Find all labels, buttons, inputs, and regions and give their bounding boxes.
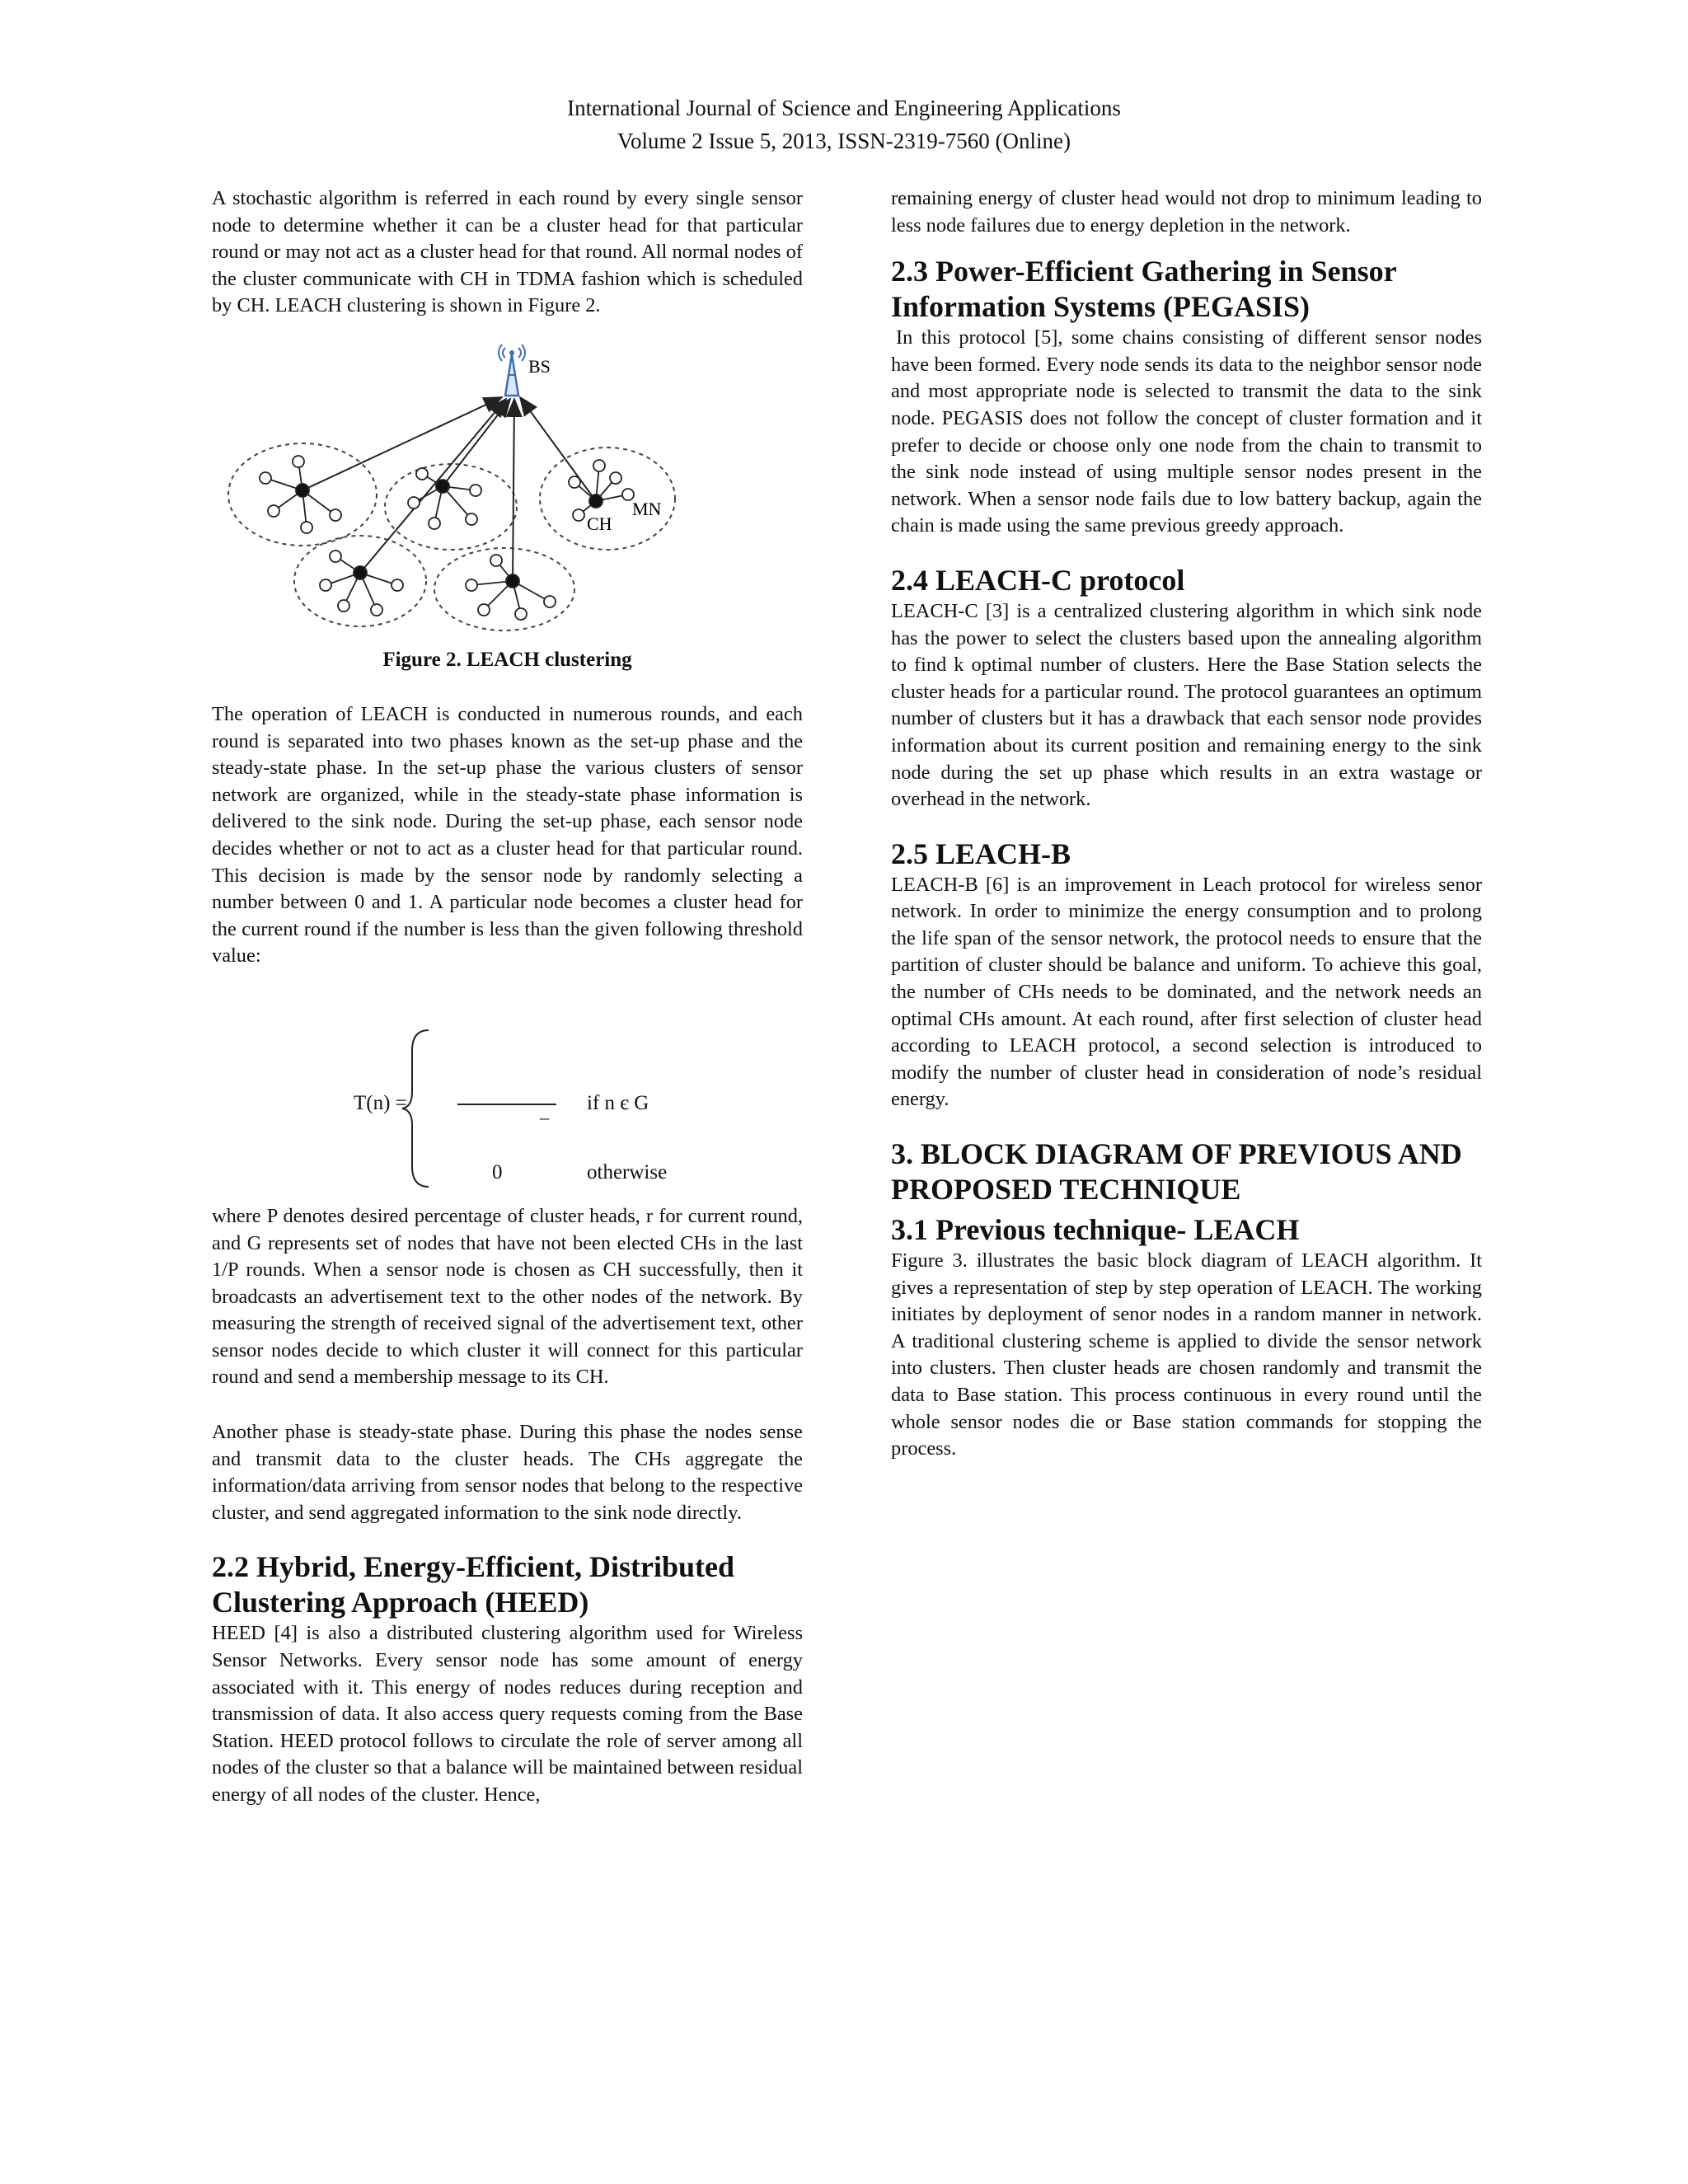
ch-to-bs-arrow [360, 399, 506, 573]
figure-leach-clustering [212, 338, 803, 673]
fraction-bar [457, 1104, 556, 1105]
cluster-2-nodes [408, 468, 481, 529]
ch-to-bs-arrow [520, 397, 596, 501]
heading-3-1: 3.1 Previous technique- LEACH [891, 1213, 1300, 1247]
heading-2-2: 2.2 Hybrid, Energy-Efficient, Distributed Clustering Approach (HEED) [212, 1550, 734, 1619]
equation-zero: 0 [492, 1160, 503, 1183]
threshold-equation [212, 1001, 803, 1195]
ch-to-bs-arrow [443, 399, 510, 486]
paragraph-remaining-energy: remaining energy of cluster head would not drop to minimum leading to less node failures due to energy depletion in the network. [891, 187, 1482, 237]
bs-label: BS [528, 355, 551, 377]
heading-2-5: 2.5 LEACH-B [891, 837, 1071, 870]
cluster-4 [294, 536, 426, 626]
paragraph-steady-state: Another phase is steady-state phase. During this phase the nodes sense and transmit data to the cluster heads. The CHs aggregate the information/data arriving from sensor nodes that belong to the respective cluster, and send aggregated information to the sink node directly. [212, 1421, 803, 1524]
cluster-3-nodes [569, 460, 634, 521]
paragraph-operation: The operation of LEACH is conducted in numerous rounds, and each round is separated into two phases known as the set-up phase and the steady-state phase. In the set-up phase the various clusters of sensor network are organized, while in the steady-state phase information is delivered to the sink node. During the set-up phase, each sensor node decides whether or not to act as a cluster head for that particular round. This decision is made by the sensor node by randomly selecting a number between 0 and 1. A particular node becomes a cluster head for the current round if the number is less than the given following threshold value: [212, 702, 803, 968]
ch-to-bs-arrow [513, 399, 514, 581]
paragraph-where: where P denotes desired percentage of cluster heads, r for current round, and G represents set of nodes that have not been elected CHs in the last 1/P rounds. When a sensor node is chosen as CH successfully, then it broadcasts an advertisement text to the other nodes of the network. By measuring the strength of received signal of the advertisement text, other sensor nodes decide to which cluster it will connect for this particular round and send a membership message to its CH. [212, 1204, 803, 1389]
paragraph-stochastic: A stochastic algorithm is referred in each round by every single sensor node to determine whether it can be a cluster head for that particular round or may not act as a cluster head for that round. All normal nodes of the cluster communicate with CH in TDMA fashion which is scheduled by CH. LEACH clustering is shown in Figure 2. [212, 187, 803, 317]
base-station-icon [499, 344, 525, 396]
paragraph-pegasis: In this protocol [5], some chains consisting of different sensor nodes have been formed. Every node sends its data to the neighbor sensor node and most appropriate node is selected to transmit the data to the sink node. PEGASIS does not follow the concept of cluster formation and it prefer to decide or choose only one node from the chain to transmit to the sink node instead of using multiple sensor nodes present in the network. When a sensor node fails due to low battery backup, again the chain is made using the same previous greedy approach. [891, 326, 1482, 537]
equation-cond2: otherwise [587, 1160, 668, 1183]
paragraph-leach-c: LEACH-C [3] is a centralized clustering algorithm in which sink node has the power to select the clusters based upon the annealing algorithm to find k optimal number of clusters. Here the Base Station selects the cluster heads for a particular round. The protocol guarantees an optimum number of clusters but it has a drawback that each sensor node provides information about its current position and remaining energy to the sink node during the set up phase which results in an extra wastage or overhead in the network. [891, 599, 1482, 811]
figure-2-caption: Figure 2. LEACH clustering [382, 648, 632, 671]
ch-to-bs-arrow [302, 397, 502, 490]
fraction-minus: – [540, 1106, 549, 1127]
mn-label: MN [632, 498, 662, 519]
cluster-5-nodes [466, 555, 556, 620]
right-column [891, 185, 1482, 1463]
heading-2-3: 2.3 Power-Efficient Gathering in Sensor Information Systems (PEGASIS) [891, 255, 1396, 324]
ch-label: CH [587, 513, 612, 534]
equation-brace [400, 1026, 441, 1191]
paragraph-leach-b: LEACH-B [6] is an improvement in Leach protocol for wireless senor network. In order to minimize the energy consumption and to prolong the life span of the sensor network, the protocol needs to ensure that the partition of cluster should be balance and uniform. To achieve this goal, the number of CHs needs to be dominated, and the network needs an optimal CHs amount. At each round, after first selection of cluster head according to LEACH protocol, a second selection is introduced to modify the number of cluster head in consideration of node’s residual energy. [891, 873, 1482, 1111]
cluster-4-nodes [320, 551, 403, 616]
heading-3: 3. BLOCK DIAGRAM OF PREVIOUS AND PROPOSED TECHNIQUE [891, 1137, 1462, 1207]
paragraph-heed: HEED [4] is also a distributed clustering algorithm used for Wireless Sensor Networks. Every sensor node has some amount of energy associated with it. This energy of nodes reduces during reception and transmission of data. It also access query requests coming from the Base Station. HEED protocol follows to circulate the role of server among all nodes of the cluster so that a balance will be maintained between residual energy of all nodes of the cluster. Hence, [212, 1622, 803, 1806]
journal-volume: Volume 2 Issue 5, 2013, ISSN-2319-7560 (Online) [617, 129, 1071, 153]
equation-lhs: T(n) = [354, 1091, 407, 1114]
leach-clustering-diagram [212, 338, 803, 635]
equation-cond1: if n є G [587, 1091, 649, 1114]
heading-2-4: 2.4 LEACH-C protocol [891, 563, 1185, 597]
left-column [212, 185, 803, 1809]
paragraph-previous-technique: Figure 3. illustrates the basic block diagram of LEACH algorithm. It gives a representation of step by step operation of LEACH. The working initiates by deployment of senor nodes in a random manner in network. A traditional clustering scheme is applied to divide the sensor network into clusters. Then cluster heads are chosen randomly and transmit the data to Base station. This process continuous in every round until the whole sensor nodes die or Base station commands for stopping the process. [891, 1249, 1482, 1460]
cluster-1-nodes [260, 456, 341, 533]
journal-title: International Journal of Science and Engineering Applications [567, 96, 1121, 120]
